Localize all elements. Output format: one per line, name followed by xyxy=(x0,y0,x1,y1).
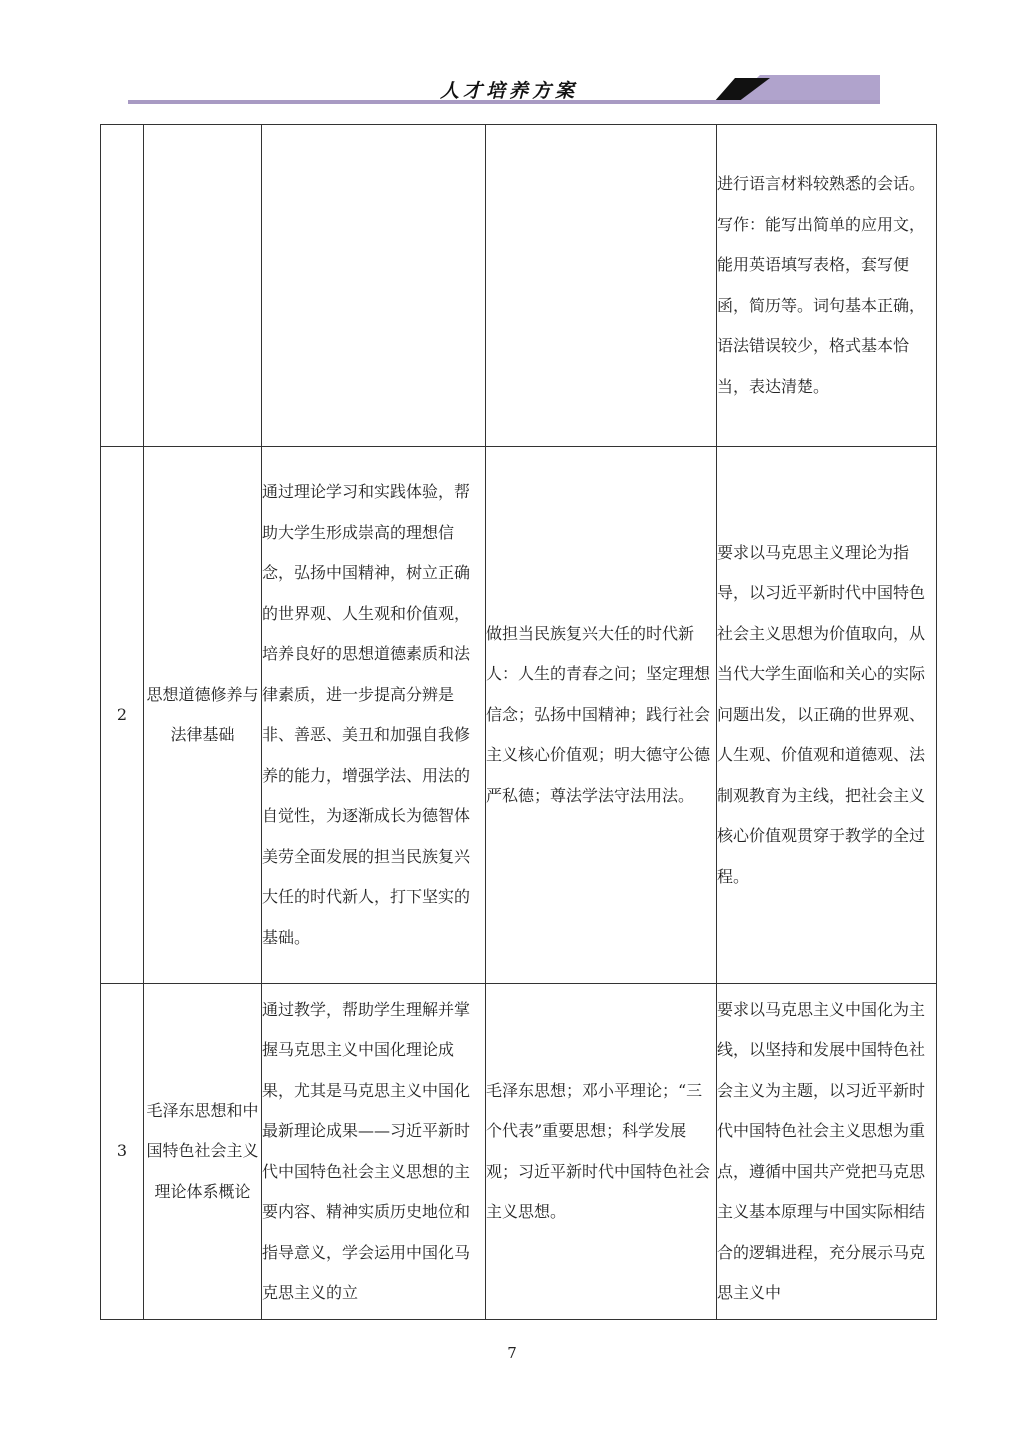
course-objective: 通过理论学习和实践体验，帮助大学生形成崇高的理想信念，弘扬中国精神，树立正确的世界观、人生观和价值观，培养良好的思想道德素质和法律素质，进一步提高分辨是非、善恶、美丑和加强自我修养的能力，增强学法、用法的自觉性，为逐渐成长为德智体美劳全面发展的担当民族复兴大任的时代新人，打下坚实的基础。 xyxy=(262,447,486,984)
table-row xyxy=(101,984,937,1320)
table-row xyxy=(101,125,937,447)
course-objective: 通过教学，帮助学生理解并掌握马克思主义中国化理论成果，尤其是马克思主义中国化最新理论成果——习近平新时代中国特色社会主义思想的主要内容、精神实质历史地位和指导意义，学会运用中国化马克思主义的立 xyxy=(262,984,486,1320)
course-requirement xyxy=(717,125,937,447)
course-content: 毛泽东思想；邓小平理论；“三个代表”重要思想；科学发展观；习近平新时代中国特色社会主义思想。 xyxy=(486,984,717,1320)
course-requirement: 要求以马克思主义中国化为主线，以坚持和发展中国特色社会主义为主题，以习近平新时代中国特色社会主义思想为重点，遵循中国共产党把马克思主义基本原理与中国实际相结合的逻辑进程，充分展示马克思主义中 xyxy=(717,984,937,1320)
course-number xyxy=(101,125,144,447)
course-name xyxy=(144,125,262,447)
course-content xyxy=(486,125,717,447)
course-name: 思想道德修养与法律基础 xyxy=(144,447,262,984)
course-requirement: 要求以马克思主义理论为指导，以习近平新时代中国特色社会主义思想为价值取向，从当代大学生面临和关心的实际问题出发，以正确的世界观、人生观、价值观和道德观、法制观教育为主线，把社会主义核心价值观贯穿于教学的全过程。 xyxy=(717,447,937,984)
course-table xyxy=(100,124,937,1320)
requirement-text: 进行语言材料较熟悉的会话。 写作：能写出简单的应用文，能用英语填写表格，套写便函，简历等。词句基本正确，语法错误较少，格式基本恰当，表达清楚。 xyxy=(717,174,926,396)
course-number: 2 xyxy=(101,447,144,984)
course-name: 毛泽东思想和中国特色社会主义理论体系概论 xyxy=(144,984,262,1320)
page-number: 7 xyxy=(507,1344,517,1362)
course-objective xyxy=(262,125,486,447)
table-row xyxy=(101,447,937,984)
course-number: 3 xyxy=(101,984,144,1320)
page-header xyxy=(0,0,1024,110)
course-content: 做担当民族复兴大任的时代新人：人生的青春之问；坚定理想信念；弘扬中国精神；践行社会主义核心价值观；明大德守公德严私德；尊法学法守法用法。 xyxy=(486,447,717,984)
header-title: 人才培养方案 xyxy=(440,80,579,102)
